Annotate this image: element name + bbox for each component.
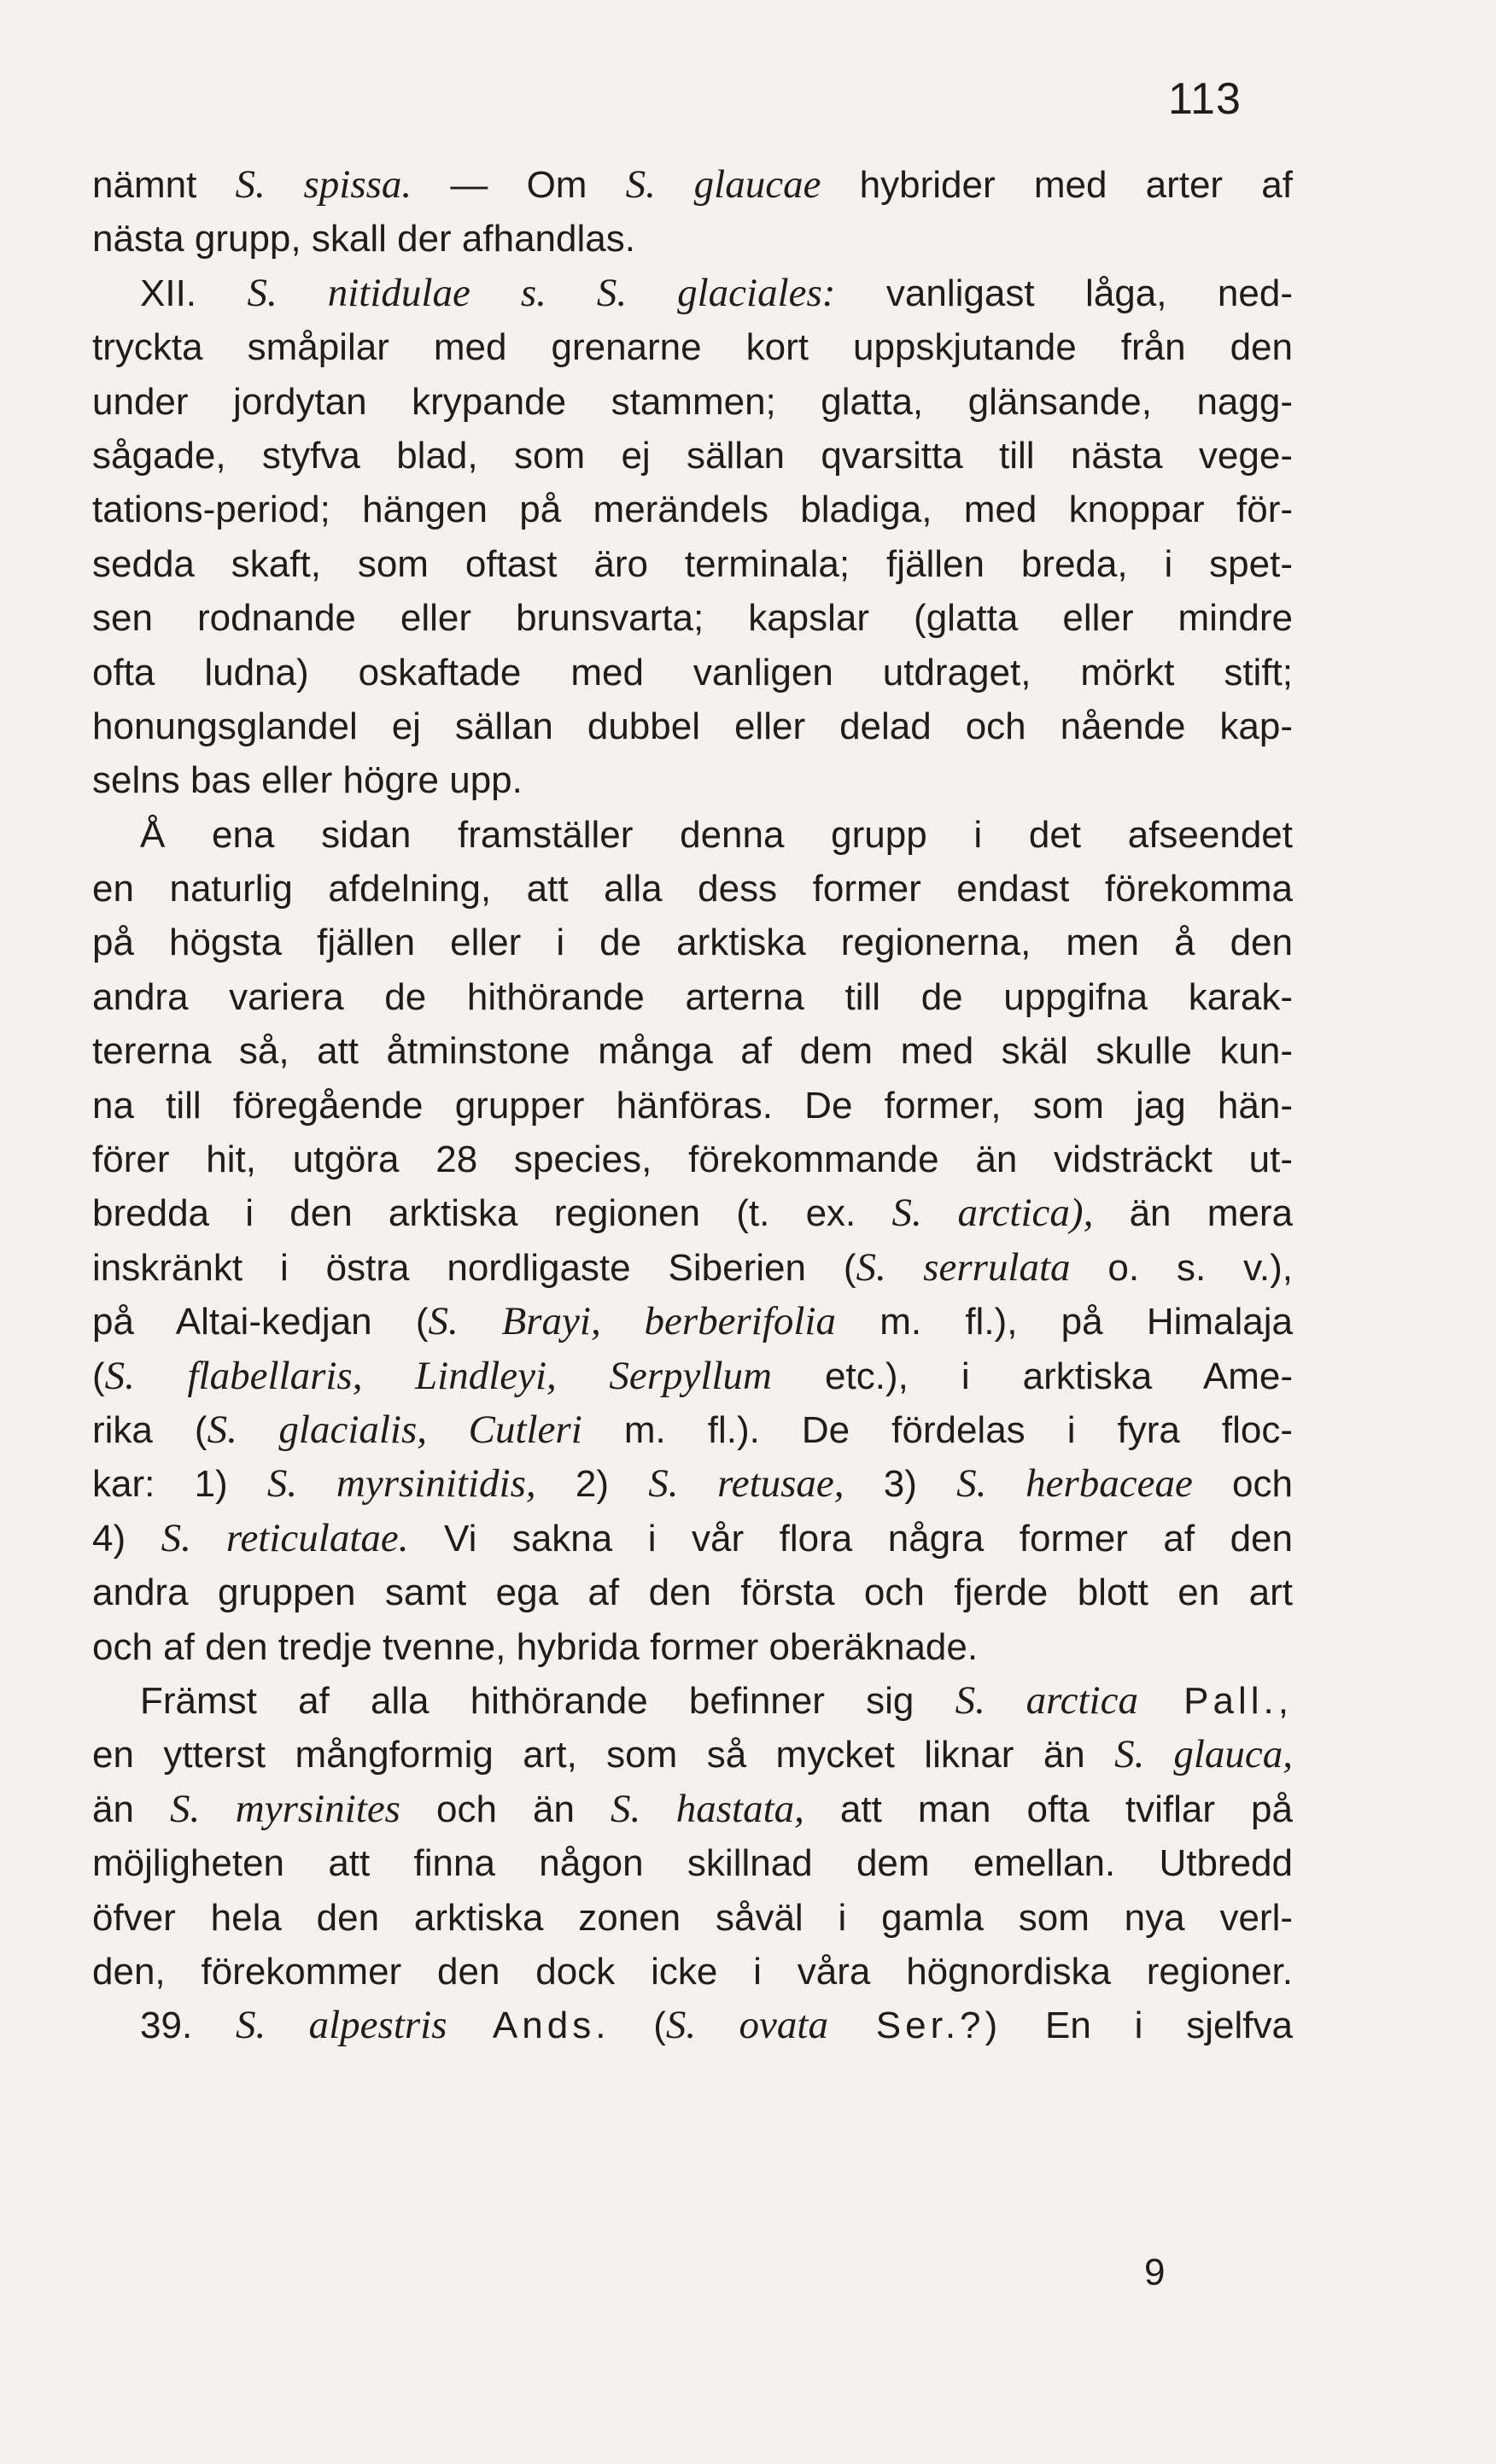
text-segment: Ands.	[447, 2005, 611, 2047]
text-line	[92, 320, 1293, 374]
text-segment: Ser.?)	[827, 2005, 1002, 2047]
text-line	[92, 1133, 1293, 1186]
text-segment: bredda i den arktiska regionen (t. ex.	[92, 1192, 892, 1235]
species-name: S. retusae,	[648, 1461, 844, 1507]
species-name: S. flabellaris, Lindleyi, Serpyllum	[104, 1353, 772, 1398]
text-segment: och	[1192, 1463, 1294, 1506]
species-name: S. Brayi, berberifolia	[428, 1299, 836, 1344]
text-segment: etc.), i arktiska Ame-	[771, 1355, 1293, 1397]
species-name: S. arctica	[955, 1677, 1138, 1723]
text-line	[92, 1403, 1293, 1457]
species-name: S. herbaceae	[956, 1461, 1193, 1507]
text-line	[92, 753, 1293, 807]
text-line	[92, 1024, 1293, 1078]
text-segment: sedda skaft, som oftast äro terminala; fjällen breda, i spet-	[92, 542, 1293, 585]
text-line	[92, 862, 1293, 916]
text-segment: na till föregående grupper hänföras. De former, som jag hän-	[92, 1084, 1293, 1127]
text-segment: Främst af alla hithörande befinner sig	[140, 1679, 955, 1722]
text-segment: Vi sakna i vår flora några former af den	[408, 1517, 1293, 1560]
text-line	[92, 158, 1293, 212]
species-name: S. hastata,	[610, 1786, 804, 1831]
text-line	[92, 699, 1293, 753]
text-line	[92, 591, 1293, 645]
species-name: S. glacialis, Cutleri	[207, 1407, 582, 1452]
text-line	[92, 537, 1293, 591]
text-segment: (	[92, 1355, 105, 1397]
text-line	[92, 266, 1293, 320]
text-segment: en naturlig afdelning, att alla dess former endast förekomma	[92, 868, 1293, 910]
text-segment: öfver hela den arktiska zonen såväl i gamla som nya verl-	[92, 1896, 1293, 1939]
species-name: S. ovata	[665, 2003, 828, 2048]
text-line	[92, 1566, 1293, 1619]
text-line	[92, 212, 1293, 266]
text-segment: (	[610, 2005, 666, 2047]
species-name: S. serrulata	[856, 1244, 1071, 1290]
text-line	[92, 483, 1293, 536]
text-segment: möjligheten att finna någon skillnad dem emellan. Utbredd	[92, 1842, 1293, 1885]
text-segment: sen rodnande eller brunsvarta; kapslar (glatta eller mindre	[92, 597, 1293, 640]
species-name: S. alpestris	[236, 2003, 447, 2048]
text-line	[92, 1782, 1293, 1836]
text-line	[92, 1891, 1293, 1945]
text-line	[92, 1186, 1293, 1240]
text-line	[92, 1674, 1293, 1728]
text-segment: den, förekommer den dock icke i våra högnordiska regioner.	[92, 1950, 1293, 1993]
text-segment: XII.	[140, 272, 248, 314]
text-segment: än mera	[1093, 1192, 1293, 1235]
text-line	[92, 1512, 1293, 1566]
species-name: S. nitidulae s. S. glaciales:	[247, 270, 836, 315]
text-segment: på Altai-kedjan (	[92, 1301, 429, 1343]
text-segment: på högsta fjällen eller i de arktiska regionerna, men å den	[92, 922, 1293, 964]
text-line	[92, 375, 1293, 429]
text-segment: inskränkt i östra nordligaste Siberien (	[92, 1246, 856, 1289]
text-segment: m. fl.), på Himalaja	[836, 1301, 1293, 1343]
text-segment: kar: 1)	[92, 1463, 267, 1506]
text-segment: hybrider med arter af	[821, 164, 1293, 206]
species-name: S. arctica),	[891, 1191, 1094, 1236]
text-segment: tererna så, att åtminstone många af dem med skäl skulle kun-	[92, 1030, 1293, 1073]
text-segment: vanligast låga, ned-	[835, 272, 1293, 314]
text-segment: o. s. v.),	[1070, 1246, 1293, 1289]
text-line	[92, 1457, 1293, 1511]
text-line	[92, 970, 1293, 1024]
text-segment: nämnt	[92, 164, 236, 206]
text-line	[92, 429, 1293, 483]
text-segment: honungsglandel ej sällan dubbel eller delad och nående kap-	[92, 705, 1293, 747]
text-segment: tryckta småpilar med grenarne kort uppskjutande från den	[92, 326, 1293, 369]
text-segment: En i sjelfva	[1002, 2005, 1293, 2047]
text-segment: andra gruppen samt ega af den första och fjerde blott en art	[92, 1571, 1293, 1614]
text-segment: selns bas eller högre upp.	[92, 759, 523, 802]
text-segment: 39.	[140, 2005, 236, 2047]
text-line	[92, 646, 1293, 699]
text-line	[92, 1728, 1293, 1782]
species-name: S. reticulatae.	[161, 1515, 409, 1560]
text-line	[92, 1836, 1293, 1890]
text-segment: Pall.,	[1137, 1679, 1294, 1722]
text-line	[92, 1349, 1293, 1403]
text-segment: sågade, styfva blad, som ej sällan qvarsitta till nästa vege-	[92, 434, 1293, 477]
text-segment: och än	[400, 1788, 611, 1830]
text-segment: förer hit, utgöra 28 species, förekommande än vidsträckt ut-	[92, 1138, 1293, 1181]
text-segment: än	[92, 1788, 170, 1830]
species-name: S. glauca,	[1114, 1732, 1294, 1777]
text-segment: under jordytan krypande stammen; glatta, glänsande, nagg-	[92, 380, 1293, 423]
species-name: S. myrsinites	[169, 1786, 400, 1831]
text-segment: — Om	[412, 164, 626, 206]
text-segment: Å ena sidan framställer denna grupp i det afseendet	[140, 813, 1293, 856]
page-number: 113	[1168, 74, 1242, 124]
species-name: S. spissa.	[235, 162, 412, 207]
text-segment: 4)	[92, 1517, 161, 1560]
text-line	[92, 1945, 1293, 1999]
species-name: S. myrsinitidis,	[266, 1461, 536, 1507]
text-line	[92, 1999, 1293, 2052]
signature-mark: 9	[1144, 2251, 1166, 2293]
text-segment: tations-period; hängen på merändels bladiga, med knoppar för-	[92, 489, 1293, 531]
text-line	[92, 1295, 1293, 1349]
text-line	[92, 1241, 1293, 1295]
text-segment: m. fl.). De fördelas i fyra floc-	[581, 1408, 1294, 1451]
text-segment: och af den tredje tvenne, hybrida former oberäknade.	[92, 1625, 979, 1668]
species-name: S. glaucae	[625, 162, 821, 207]
text-segment: 2)	[535, 1463, 649, 1506]
text-line	[92, 1079, 1293, 1133]
text-segment: att man ofta tviflar på	[804, 1788, 1293, 1830]
text-segment: en ytterst mångformig art, som så mycket liknar än	[92, 1734, 1115, 1776]
body-text	[92, 158, 1293, 2053]
text-segment: rika (	[92, 1408, 207, 1451]
text-line	[92, 808, 1293, 862]
text-segment: 3)	[844, 1463, 957, 1506]
text-segment: andra variera de hithörande arterna till de uppgifna karak-	[92, 975, 1293, 1018]
text-line	[92, 1620, 1293, 1674]
text-line	[92, 916, 1293, 969]
text-segment: ofta ludna) oskaftade med vanligen utdraget, mörkt stift;	[92, 651, 1293, 694]
text-segment: nästa grupp, skall der afhandlas.	[92, 218, 635, 260]
